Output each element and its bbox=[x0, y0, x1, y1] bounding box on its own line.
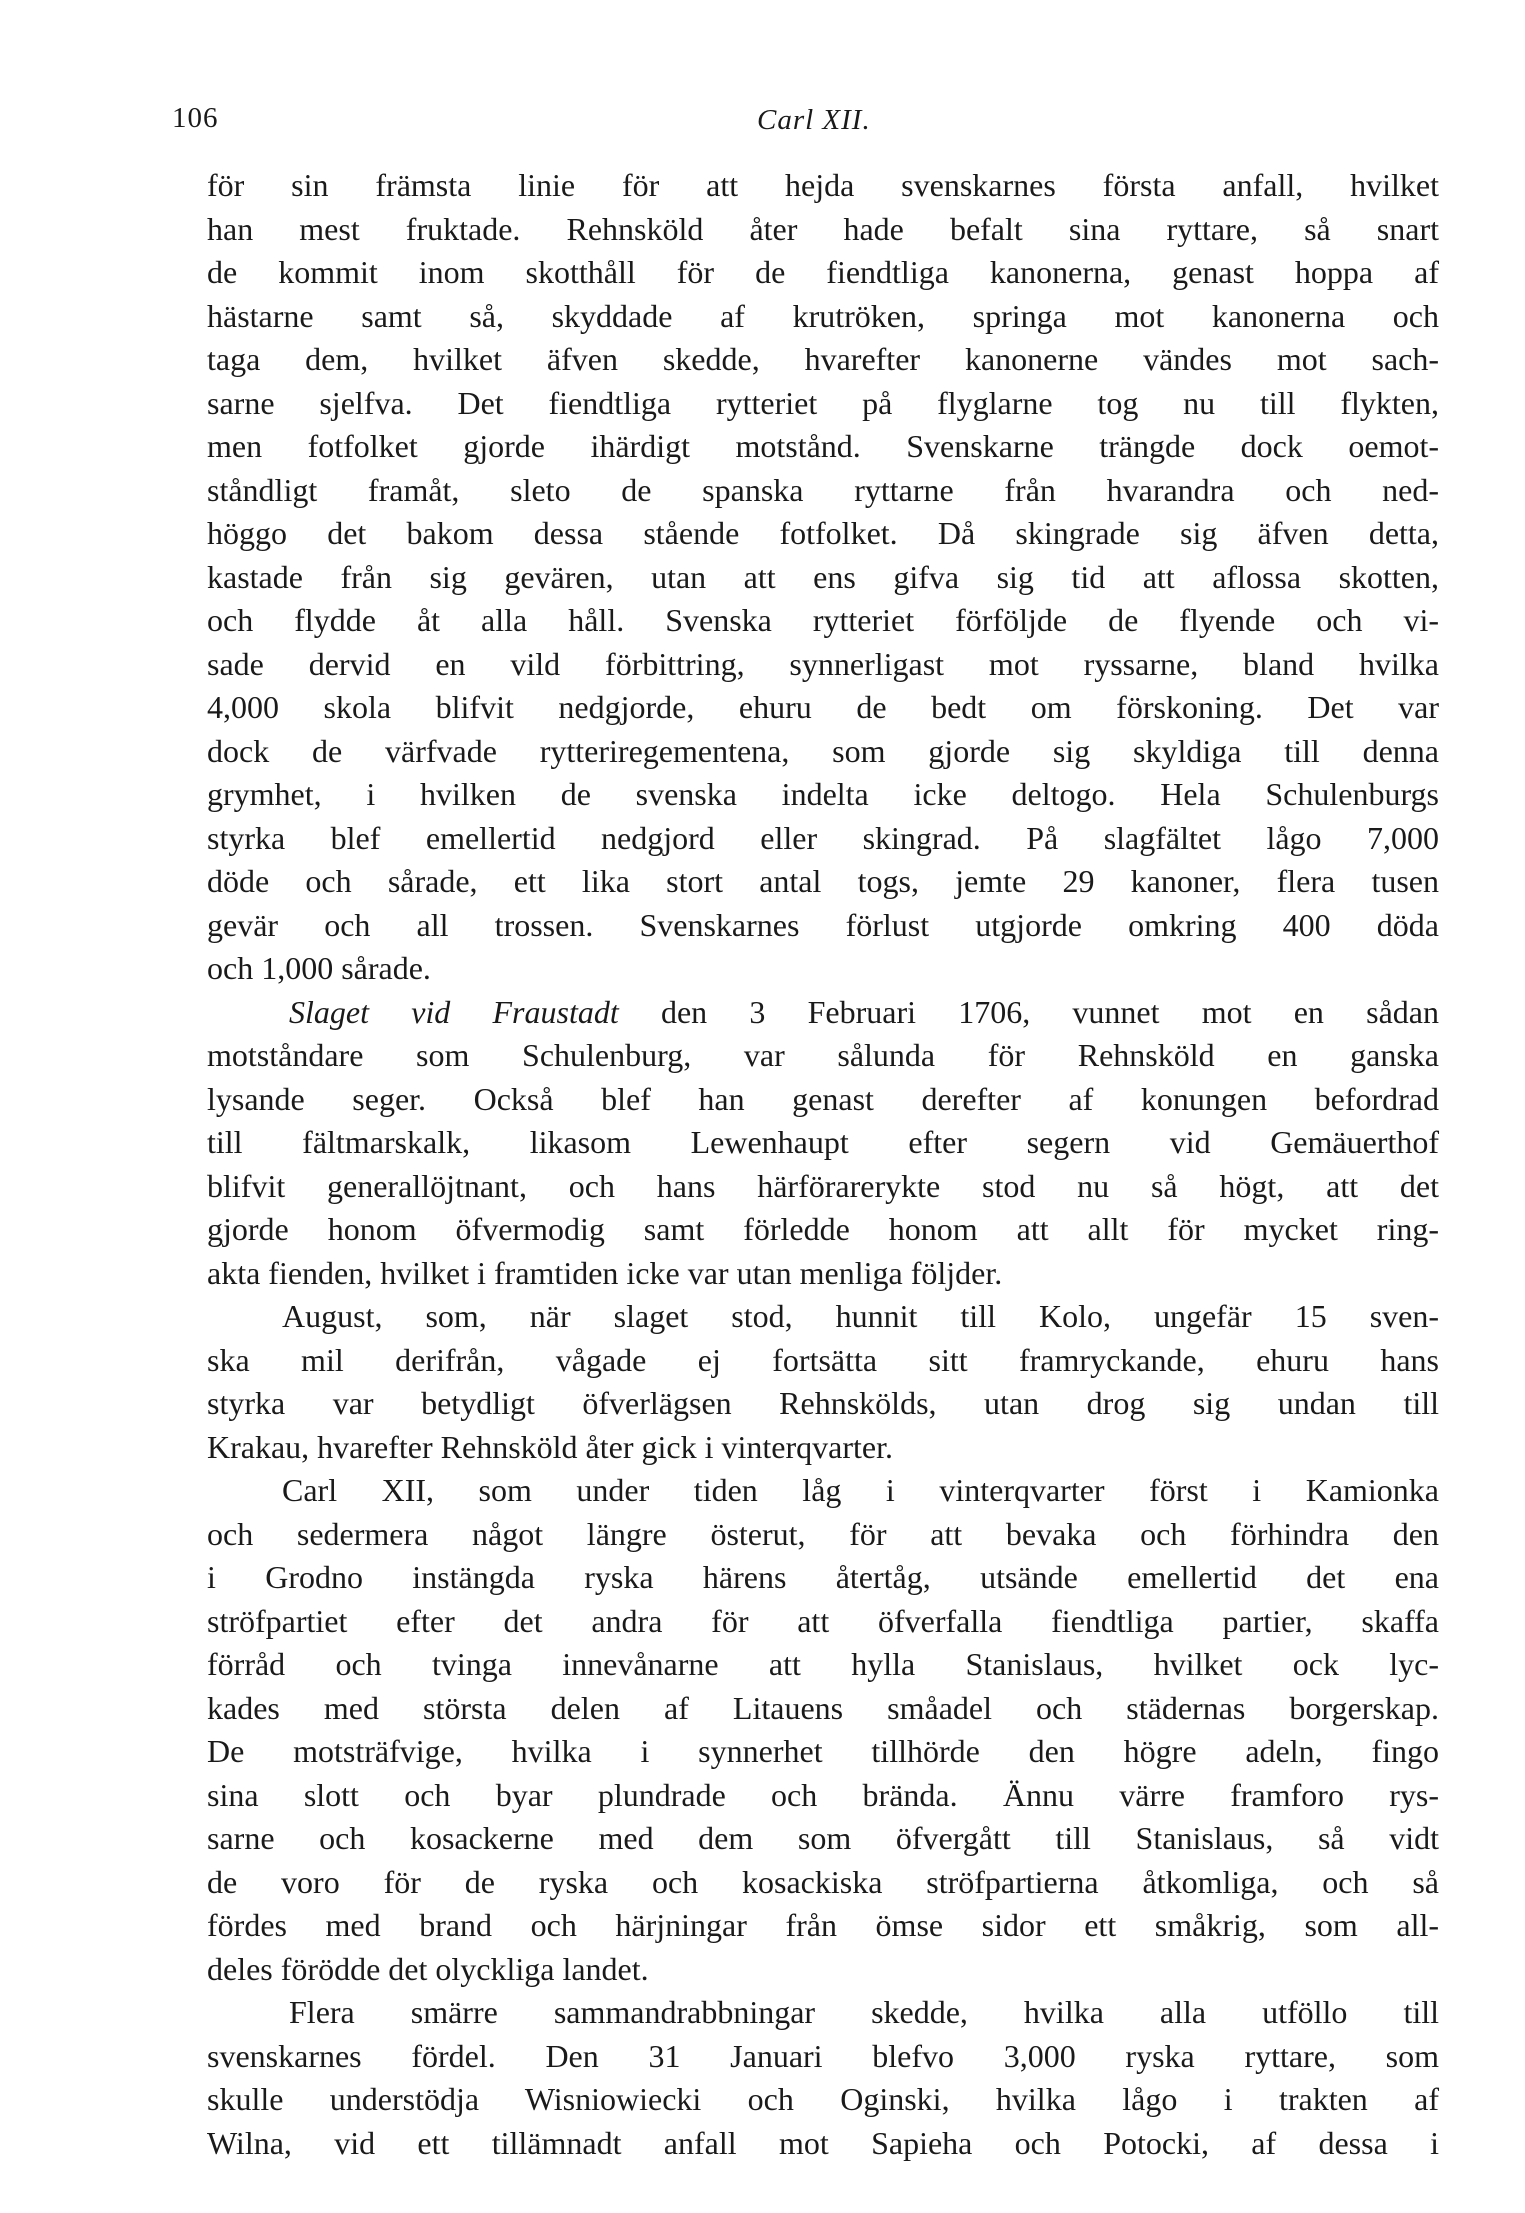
text-line: gjorde honom öfvermodig samt förledde honom att allt för mycket ring- bbox=[207, 1211, 1439, 1247]
text-line: sarne sjelfva. Det fiendtliga rytteriet på flyglarne tog nu till flykten, bbox=[207, 384, 1439, 421]
text-line: styrka var betydligt öfverlägsen Rehnskölds, utan drog sig undan till bbox=[207, 1385, 1439, 1421]
paragraph-start-line bbox=[207, 991, 1439, 1035]
text-line: hästarne samt så, skyddade af krutröken, springa mot kanonerna och bbox=[207, 297, 1439, 334]
text-line: i Grodno instängda ryska härens återtåg, utsände emellertid det ena bbox=[207, 1559, 1439, 1595]
text-line: och 1,000 sårade. bbox=[207, 950, 431, 986]
text-line: till fältmarskalk, likasom Lewenhaupt efter segern vid Gemäuerthof bbox=[207, 1124, 1439, 1160]
text-line: de voro för de ryska och kosackiska ströfpartierna åtkomliga, och så bbox=[207, 1863, 1439, 1900]
text-line: kastade från sig gevären, utan att ens gifva sig tid att aflossa skotten, bbox=[207, 558, 1439, 595]
running-head: Carl XII. bbox=[757, 104, 871, 136]
text-line: gevär och all trossen. Svenskarnes förlust utgjorde omkring 400 döda bbox=[207, 906, 1439, 943]
paragraph-start-line: August, som, när slaget stod, hunnit till Kolo, ungefär 15 sven- bbox=[282, 1298, 1439, 1334]
text-line: sarne och kosackerne med dem som öfvergått till Stanislaus, så vidt bbox=[207, 1820, 1439, 1856]
text-line: motståndare som Schulenburg, var sålunda för Rehnsköld en ganska bbox=[207, 1037, 1439, 1073]
text-line: döde och sårade, ett lika stort antal togs, jemte 29 kanoner, flera tusen bbox=[207, 863, 1439, 899]
text-line: svenskarnes fördel. Den 31 Januari blefvo 3,000 ryska ryttare, som bbox=[207, 2037, 1439, 2074]
text-line: grymhet, i hvilken de svenska indelta icke deltogo. Hela Schulenburgs bbox=[207, 776, 1439, 812]
text-line: Krakau, hvarefter Rehnsköld åter gick i vinterqvarter. bbox=[207, 1428, 893, 1465]
text-line-rest: den 3 Februari 1706, vunnet mot en sådan bbox=[618, 993, 1440, 1030]
text-line: ströfpartiet efter det andra för att öfverfalla fiendtliga partier, skaffa bbox=[207, 1602, 1439, 1639]
text-line: höggo det bakom dessa stående fotfolket. Då skingrade sig äfven detta, bbox=[207, 515, 1439, 551]
text-line: förråd och tvinga innevånarne att hylla Stanislaus, hvilket ock lyc- bbox=[207, 1646, 1439, 1682]
text-line: fördes med brand och härjningar från ömse sidor ett småkrig, som all- bbox=[207, 1907, 1439, 1943]
text-line: kades med största delen af Litauens småadel och städernas borgerskap. bbox=[207, 1689, 1439, 1726]
text-line: och sedermera något längre österut, för att bevaka och förhindra den bbox=[207, 1515, 1439, 1552]
text-line: och flydde åt alla håll. Svenska rytteriet förföljde de flyende och vi- bbox=[207, 602, 1439, 638]
text-line: Wilna, vid ett tillämnadt anfall mot Sapieha och Potocki, af dessa i bbox=[207, 2124, 1439, 2161]
page-number: 106 bbox=[172, 102, 219, 134]
text-line: De motsträfvige, hvilka i synnerhet tillhörde den högre adeln, fingo bbox=[207, 1733, 1439, 1769]
text-line: lysande seger. Också blef han genast derefter af konungen befordrad bbox=[207, 1080, 1439, 1117]
text-line: dock de värfvade rytteriregementena, som gjorde sig skyldiga till denna bbox=[207, 732, 1439, 769]
italic-phrase: Slaget vid Fraustadt bbox=[289, 993, 619, 1030]
text-line: taga dem, hvilket äfven skedde, hvarefter kanonerne vändes mot sach- bbox=[207, 341, 1439, 377]
text-line: styrka blef emellertid nedgjord eller skingrad. På slagfältet lågo 7,000 bbox=[207, 819, 1439, 856]
text-line: 4,000 skola blifvit nedgjorde, ehuru de bedt om förskoning. Det var bbox=[207, 689, 1439, 725]
paragraph-start-line: Carl XII, som under tiden låg i vinterqvarter först i Kamionka bbox=[282, 1472, 1439, 1508]
text-line: skulle understödja Wisniowiecki och Oginski, hvilka lågo i trakten af bbox=[207, 2081, 1439, 2117]
text-line: sina slott och byar plundrade och brända. Ännu värre framforo rys- bbox=[207, 1776, 1439, 1813]
paragraph-start-line: Flera smärre sammandrabbningar skedde, hvilka alla utföllo till bbox=[289, 1994, 1439, 2030]
text-line: han mest fruktade. Rehnsköld åter hade befalt sina ryttare, så snart bbox=[207, 210, 1439, 247]
text-line: akta fienden, hvilket i framtiden icke var utan menliga följder. bbox=[207, 1254, 1003, 1291]
text-line: de kommit inom skotthåll för de fiendtliga kanonerna, genast hoppa af bbox=[207, 254, 1439, 290]
text-line: blifvit generallöjtnant, och hans härförarerykte stod nu så högt, att det bbox=[207, 1167, 1439, 1204]
text-line: ståndligt framåt, sleto de spanska ryttarne från hvarandra och ned- bbox=[207, 471, 1439, 508]
body-text bbox=[207, 164, 1439, 2165]
text-line: deles förödde det olyckliga landet. bbox=[207, 1950, 649, 1987]
text-line: ska mil derifrån, vågade ej fortsätta sitt framryckande, ehuru hans bbox=[207, 1341, 1439, 1378]
text-line: men fotfolket gjorde ihärdigt motstånd. Svenskarne trängde dock oemot- bbox=[207, 428, 1439, 464]
text-line: sade dervid en vild förbittring, synnerligast mot ryssarne, bland hvilka bbox=[207, 645, 1439, 682]
text-line: för sin främsta linie för att hejda svenskarnes första anfall, hvilket bbox=[207, 167, 1439, 203]
